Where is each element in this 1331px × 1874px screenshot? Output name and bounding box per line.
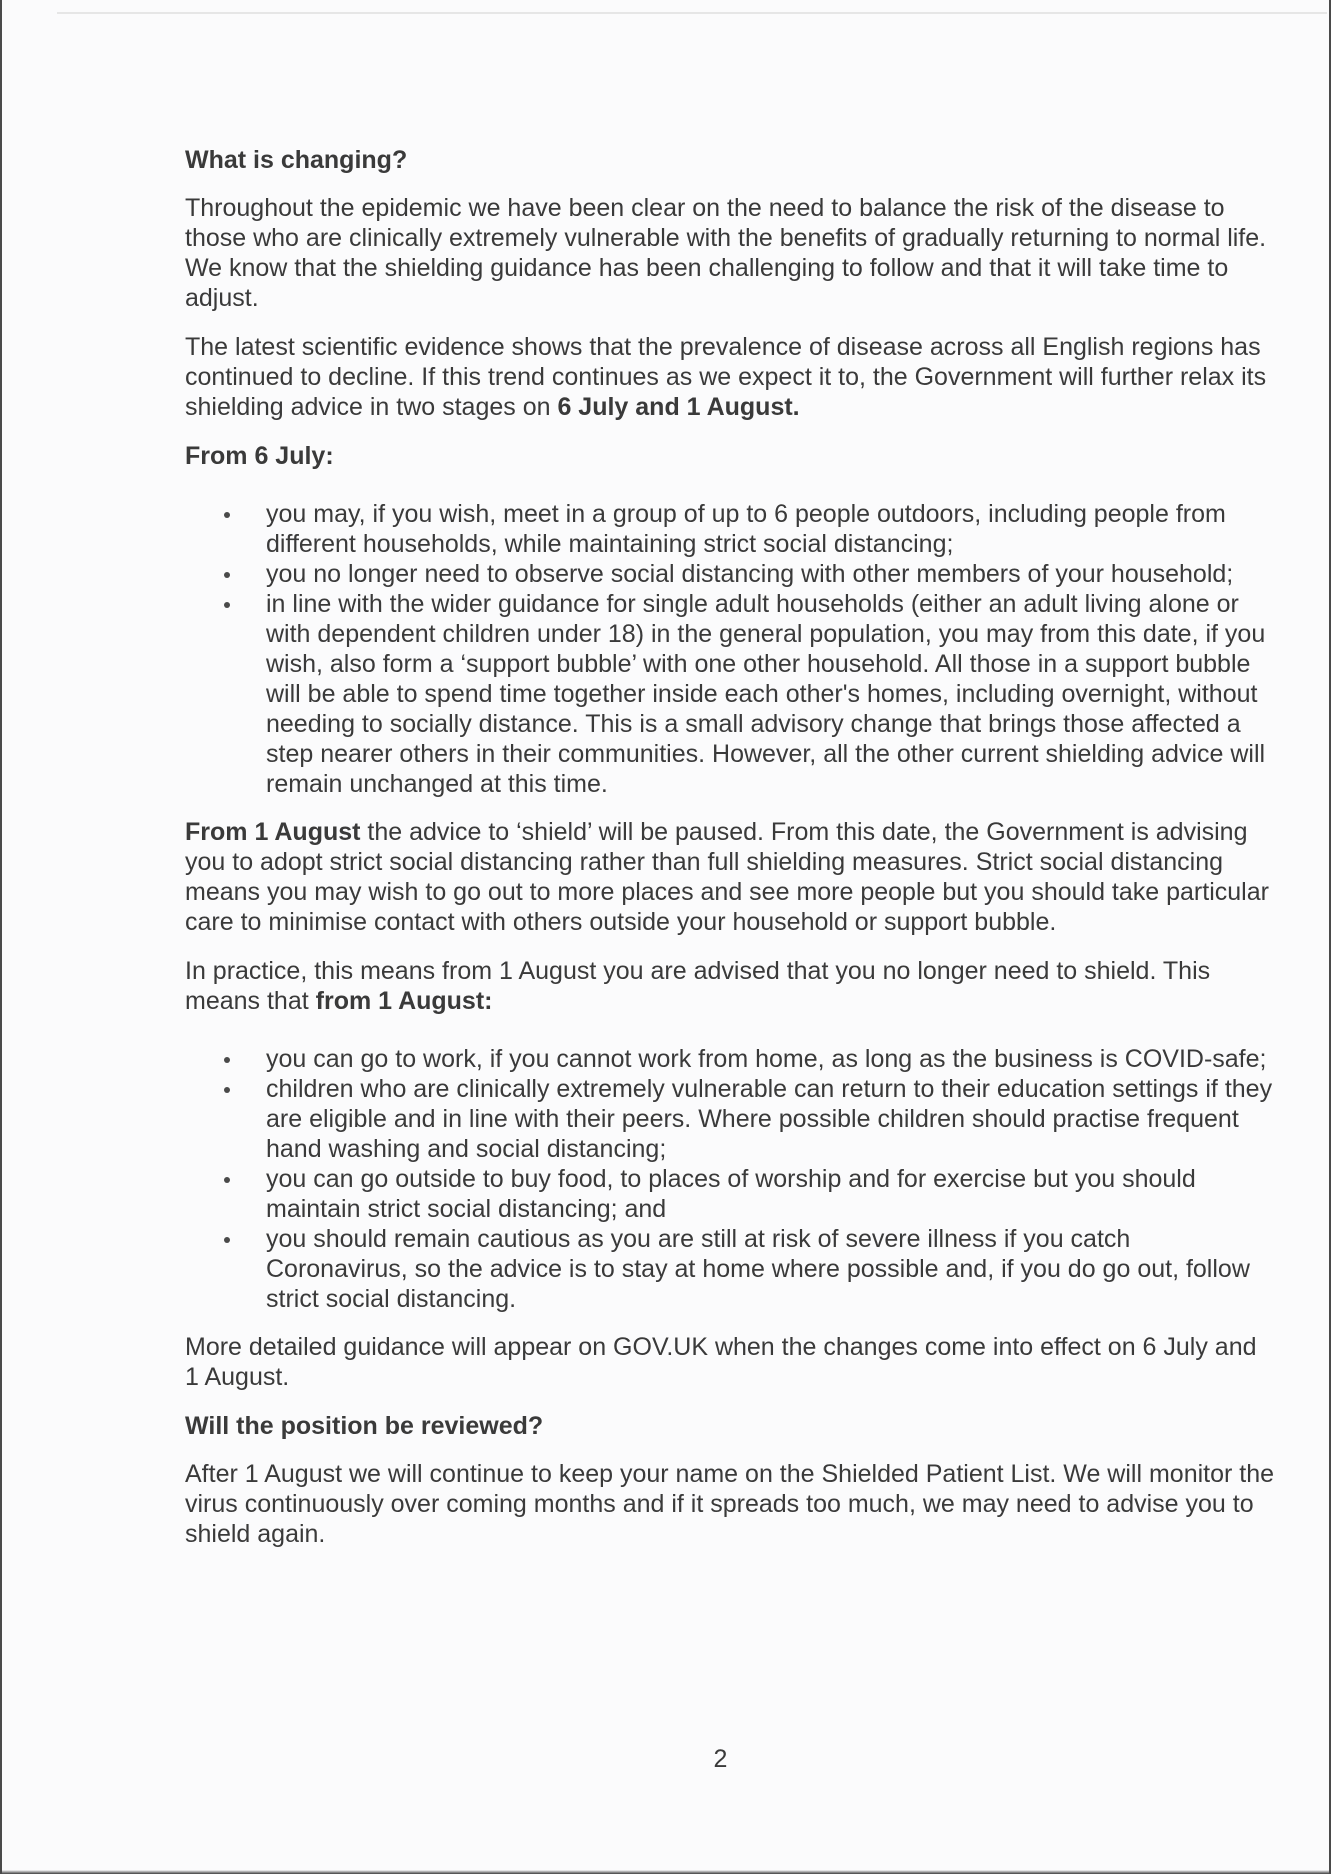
page-top-edge [57, 12, 1327, 14]
heading-from-6-july: From 6 July: [185, 442, 334, 470]
paragraph-shielded-patient-list: After 1 August we will continue to keep your name on the Shielded Patient List. We will monitor the virus continuously over coming months and if it spreads too much, we may need to advise you to shield again. [185, 1460, 1275, 1548]
paragraph-from-1-august [185, 817, 1275, 937]
paragraph-from-1-august-text: the advice to ‘shield’ will be paused. From this date, the Government is advising you to adopt strict social distancing rather than full shielding measures. Strict social distancing means you may wish to go out to more places and see more people but you should take particular care to minimise contact with others outside your household or support bubble. [185, 818, 1269, 936]
paragraph-from-1-august-lead: From 1 August [185, 818, 361, 846]
heading-will-position-be-reviewed: Will the position be reviewed? [185, 1412, 544, 1440]
paragraph-detailed-guidance: More detailed guidance will appear on GOV.UK when the changes come into effect on 6 July and 1 August. [185, 1333, 1257, 1391]
list-item: you may, if you wish, meet in a group of up to 6 people outdoors, including people from different households, while maintaining strict social distancing; [266, 499, 1275, 559]
paragraph-scientific-evidence [185, 332, 1275, 422]
document-body [185, 145, 1275, 1568]
paragraph-epidemic-balance: Throughout the epidemic we have been clear on the need to balance the risk of the disease to those who are clinically extremely vulnerable with the benefits of gradually returning to normal life. We know that the shielding guidance has been challenging to follow and that it will take time to adjust. [185, 194, 1267, 312]
paragraph-scientific-evidence-dates: 6 July and 1 August. [557, 393, 800, 421]
list-6-july [185, 499, 1275, 799]
list-item: you can go outside to buy food, to places of worship and for exercise but you should maintain strict social distancing; and [266, 1164, 1275, 1224]
paragraph-in-practice-text: In practice, this means from 1 August you are advised that you no longer need to shield. This means that [185, 957, 1211, 1015]
paragraph-scientific-evidence-text: The latest scientific evidence shows that the prevalence of disease across all English regions has continued to decline. If this trend continues as we expect it to, the Government will further relax its shielding advice in two stages on [185, 333, 1267, 421]
page-bottom-edge [2, 1870, 1329, 1874]
paragraph-in-practice-bold: from 1 August: [315, 987, 493, 1015]
paragraph-in-practice [185, 956, 1275, 1016]
page-number: 2 [713, 1745, 728, 1773]
list-item: you no longer need to observe social distancing with other members of your household; [266, 559, 1275, 589]
heading-what-is-changing: What is changing? [185, 146, 408, 174]
list-item: you should remain cautious as you are still at risk of severe illness if you catch Coronavirus, so the advice is to stay at home where possible and, if you do go out, follow strict social distancing. [266, 1224, 1275, 1314]
document-page [2, 0, 1329, 1874]
list-item: children who are clinically extremely vulnerable can return to their education settings if they are eligible and in line with their peers. Where possible children should practise frequent hand washing and social distancing; [266, 1074, 1275, 1164]
list-1-august [185, 1044, 1275, 1314]
list-item: you can go to work, if you cannot work from home, as long as the business is COVID-safe; [266, 1044, 1275, 1074]
list-item: in line with the wider guidance for single adult households (either an adult living alone or with dependent children under 18) in the general population, you may from this date, if you wish, also form a ‘support bubble’ with one other household. All those in a support bubble will be able to spend time together inside each other's homes, including overnight, without needing to socially distance. This is a small advisory change that brings those affected a step nearer others in their communities. However, all the other current shielding advice will remain unchanged at this time. [266, 589, 1275, 799]
